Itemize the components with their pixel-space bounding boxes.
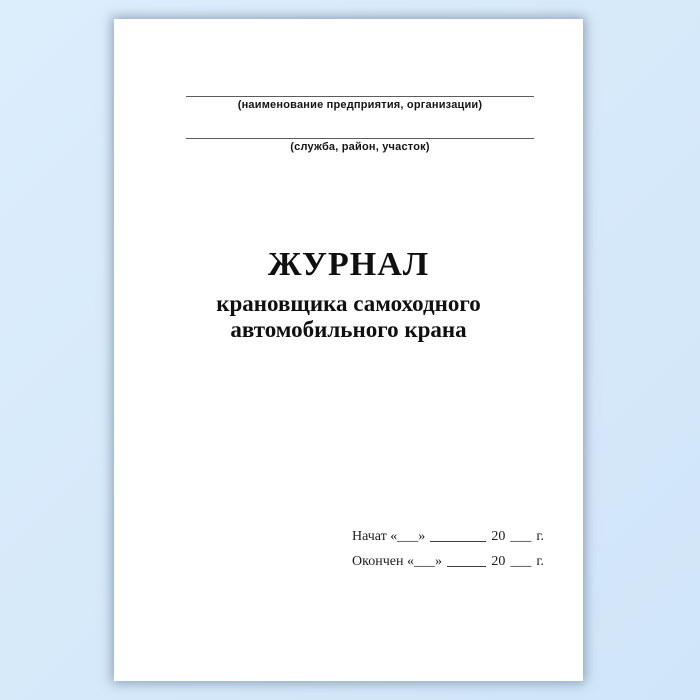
journal-title: ЖУРНАЛ [267, 246, 430, 283]
date-finished-suffix: г. [536, 554, 544, 569]
journal-subtitle-line2: автомобильного крана [230, 317, 467, 342]
unit-caption: (служба, район, участок) [290, 141, 430, 153]
dates-block [352, 527, 544, 577]
journal-subtitle-line1: крановщика самоходного [216, 291, 481, 316]
date-started-year: 20 [491, 529, 506, 544]
date-started-prefix: Начат «___» [352, 529, 426, 544]
date-finished-row [352, 552, 544, 570]
title-block [114, 248, 583, 343]
date-finished-prefix: Окончен «___» [352, 554, 442, 569]
date-started-suffix: г. [536, 529, 544, 544]
header-fill-in-block [186, 96, 534, 154]
date-finished-year-blank: ___ [510, 554, 532, 569]
org-name-caption: (наименование предприятия, организации) [237, 99, 483, 111]
date-started-year-blank: ___ [510, 529, 532, 544]
date-started-fill-line [430, 541, 486, 542]
date-finished-fill-line [447, 566, 486, 567]
date-finished-year: 20 [491, 554, 506, 569]
org-name-blank-line [186, 96, 534, 97]
date-started-row [352, 527, 544, 545]
unit-blank-line [186, 138, 534, 139]
document-page [114, 19, 583, 681]
